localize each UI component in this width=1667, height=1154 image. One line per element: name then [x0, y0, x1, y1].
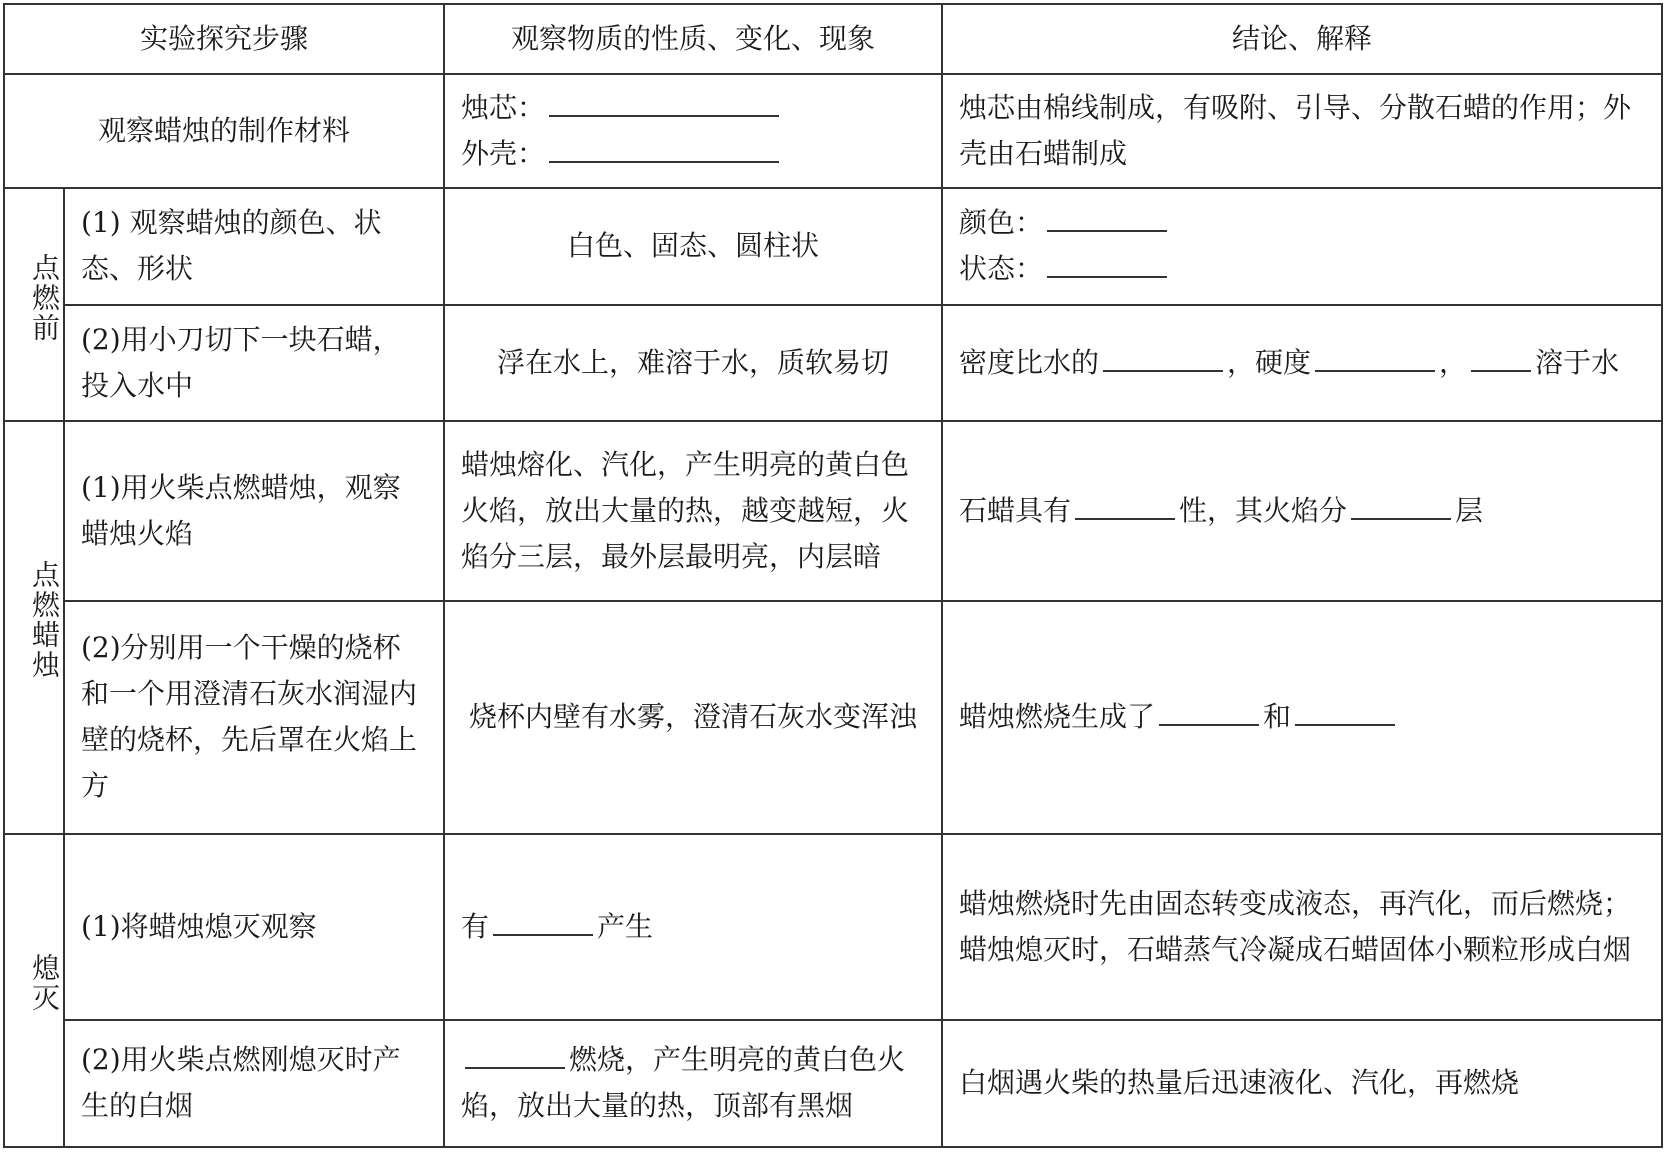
blank-white-smoke [465, 1039, 565, 1069]
obs-produce-text: 产生 [597, 909, 654, 943]
concl-color-line [959, 200, 1645, 246]
step-burning-1: (1)用火柴点燃蜡烛，观察蜡烛火焰 [64, 421, 444, 601]
step-material: 观察蜡烛的制作材料 [4, 74, 444, 188]
obs-extinguish-2 [444, 1020, 942, 1147]
blank-property [1075, 490, 1175, 520]
concl-and-text: 和 [1263, 700, 1292, 734]
concl-extinguish-2: 白烟遇火柴的热量后迅速液化、汽化，再燃烧 [942, 1020, 1662, 1147]
concl-color-label: 颜色： [959, 206, 1044, 240]
concl-layer-text: 层 [1455, 493, 1484, 527]
concl-state-label: 状态： [959, 252, 1044, 286]
concl-burning-2 [942, 601, 1662, 834]
step-extinguish-1: (1)将蜡烛熄灭观察 [64, 834, 444, 1020]
concl-property-text: 石蜡具有 [959, 493, 1072, 527]
obs-material [444, 74, 942, 188]
blank-smoke [493, 906, 593, 936]
obs-burning-2: 烧杯内壁有水雾，澄清石灰水变浑浊 [444, 601, 942, 834]
blank-hardness [1315, 342, 1435, 372]
experiment-table [3, 3, 1663, 1148]
step-extinguish-2: (2)用火柴点燃刚熄灭时产生的白烟 [64, 1020, 444, 1147]
row-burning-1 [4, 421, 1662, 601]
step-burning-2: (2)分别用一个干燥的烧杯和一个用澄清石灰水润湿内壁的烧杯，先后罩在火焰上方 [64, 601, 444, 834]
concl-before-2 [942, 305, 1662, 421]
obs-shell-line [461, 131, 925, 177]
blank-shell [549, 133, 779, 163]
obs-shell-label: 外壳： [461, 136, 546, 170]
header-conclusions: 结论、解释 [942, 4, 1662, 74]
row-material [4, 74, 1662, 188]
obs-wick-line [461, 85, 925, 131]
step-before-1: (1) 观察蜡烛的颜色、状态、形状 [64, 188, 444, 304]
concl-flame-text: 性，其火焰分 [1179, 493, 1348, 527]
header-row [4, 4, 1662, 74]
row-before-1 [4, 188, 1662, 304]
section-burning-label: 点燃蜡烛 [4, 421, 64, 834]
blank-product-1 [1159, 696, 1259, 726]
row-before-2 [4, 305, 1662, 421]
concl-density-text: 密度比水的 [959, 345, 1100, 379]
blank-product-2 [1295, 696, 1395, 726]
blank-solubility [1471, 342, 1531, 372]
concl-before-1 [942, 188, 1662, 304]
obs-before-1: 白色、固态、圆柱状 [444, 188, 942, 304]
concl-burning-1 [942, 421, 1662, 601]
obs-burning-1: 蜡烛熔化、汽化，产生明亮的黄白色火焰，放出大量的热，越变越短，火焰分三层，最外层最明亮，内层暗 [444, 421, 942, 601]
obs-before-2: 浮在水上，难溶于水，质软易切 [444, 305, 942, 421]
blank-state [1047, 248, 1167, 278]
header-observations: 观察物质的性质、变化、现象 [444, 4, 942, 74]
concl-hardness-text: ，硬度 [1227, 345, 1312, 379]
concl-material: 烛芯由棉线制成，有吸附、引导、分散石蜡的作用；外壳由石蜡制成 [942, 74, 1662, 188]
concl-comma: ， [1439, 345, 1468, 379]
section-before-label: 点燃前 [4, 188, 64, 421]
blank-layers [1351, 490, 1451, 520]
obs-extinguish-1 [444, 834, 942, 1020]
obs-wick-label: 烛芯： [461, 90, 546, 124]
obs-burn-text: 燃烧，产生明亮的黄白色火焰，放出大量的热，顶部有黑烟 [461, 1043, 906, 1123]
row-extinguish-1 [4, 834, 1662, 1020]
concl-solubility-text: 溶于水 [1535, 345, 1620, 379]
concl-products-text: 蜡烛燃烧生成了 [959, 700, 1156, 734]
step-before-2: (2)用小刀切下一块石蜡，投入水中 [64, 305, 444, 421]
blank-density [1103, 342, 1223, 372]
concl-extinguish-1: 蜡烛燃烧时先由固态转变成液态，再汽化，而后燃烧；蜡烛熄灭时，石蜡蒸气冷凝成石蜡固体小颗粒形成白烟 [942, 834, 1662, 1020]
section-extinguish-label: 熄灭 [4, 834, 64, 1147]
obs-have-text: 有 [461, 909, 490, 943]
concl-state-line [959, 246, 1645, 292]
header-steps: 实验探究步骤 [4, 4, 444, 74]
row-burning-2 [4, 601, 1662, 834]
blank-color [1047, 202, 1167, 232]
row-extinguish-2 [4, 1020, 1662, 1147]
blank-wick [549, 87, 779, 117]
